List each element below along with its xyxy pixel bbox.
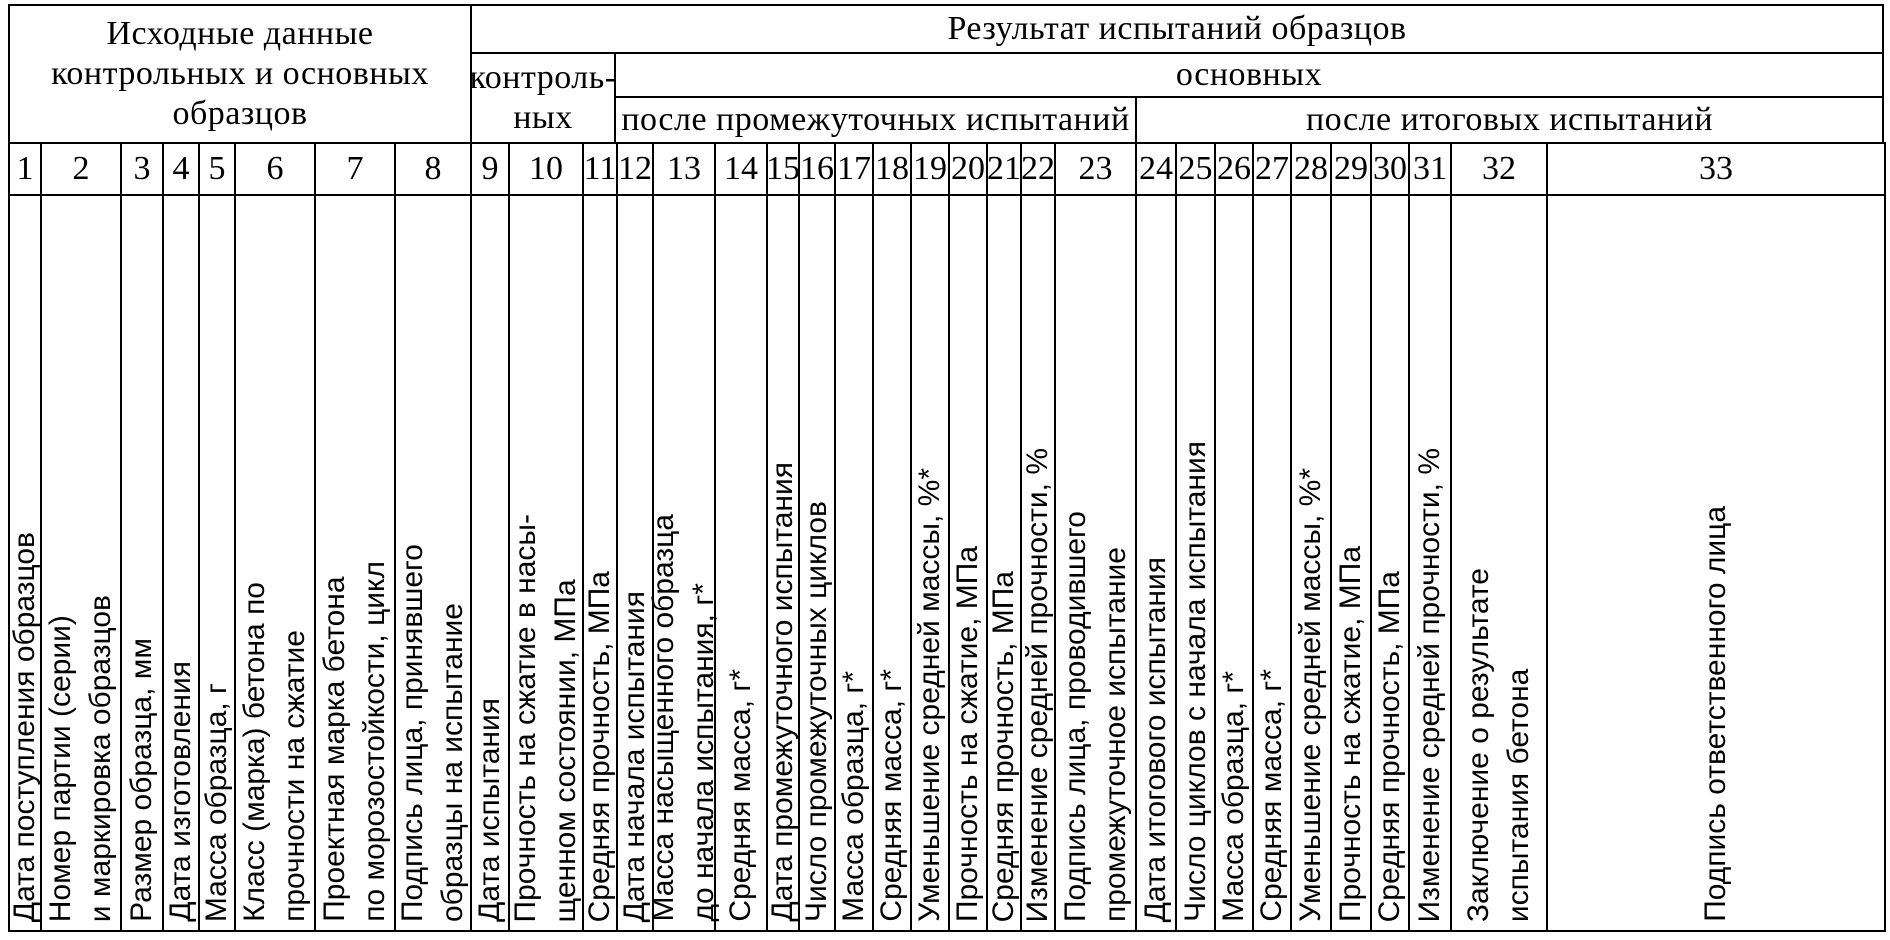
column-number-8 (394, 142, 472, 196)
column-title-text: Уменьшение средней массы, %* (913, 468, 946, 922)
column-title-24 (1135, 194, 1177, 932)
column-number-text: 30 (1373, 150, 1407, 187)
column-title-text: Масса образца, г (200, 682, 233, 922)
column-number-30 (1370, 142, 1410, 196)
column-number-29 (1330, 142, 1372, 196)
column-title-25 (1175, 194, 1216, 932)
column-number-text: 18 (875, 150, 909, 187)
column-number-6 (234, 142, 316, 196)
column-number-text: 15 (766, 150, 800, 187)
column-number-16 (798, 142, 836, 196)
column-title-text: Прочность на сжатие в насы- щенном состоянии, МПа (509, 513, 582, 922)
column-title-text: Число промежуточных циклов (800, 501, 833, 922)
column-title-text: Прочность на сжатие, МПа (951, 546, 984, 922)
column-title-33 (1546, 194, 1886, 932)
column-number-text: 24 (1139, 150, 1173, 187)
column-number-text: 13 (667, 150, 701, 187)
header-test-results (470, 4, 1884, 54)
column-title-10 (508, 194, 584, 932)
column-number-text: 22 (1021, 150, 1055, 187)
column-title-text: Изменение средней прочности, % (1413, 447, 1446, 922)
header-test-results-text: Результат испытаний образцов (947, 10, 1407, 47)
column-title-27 (1252, 194, 1292, 932)
column-title-16 (798, 194, 836, 932)
header-source-data (8, 4, 472, 144)
column-title-text: Дата поступления образцов (8, 531, 41, 922)
column-title-15 (766, 194, 800, 932)
column-title-28 (1290, 194, 1332, 932)
column-title-1 (8, 194, 42, 932)
column-number-text: 14 (724, 150, 758, 187)
column-title-14 (714, 194, 768, 932)
column-title-text: Подпись лица, проводившего промежуточное испытание (1058, 510, 1132, 922)
column-title-7 (314, 194, 396, 932)
column-title-text: Средняя прочность, МПа (1373, 570, 1406, 922)
column-title-text: Класс (марка) бетона по прочности на сжатие (238, 582, 311, 922)
column-title-2 (40, 194, 122, 932)
column-number-text: 3 (133, 150, 151, 187)
column-number-text: 33 (1699, 150, 1733, 187)
column-number-text: 8 (424, 150, 442, 187)
column-number-text: 28 (1294, 150, 1328, 187)
column-title-23 (1054, 194, 1137, 932)
header-control (470, 52, 616, 144)
column-number-13 (652, 142, 716, 196)
column-number-20 (948, 142, 988, 196)
column-title-text: Дата изготовления (164, 661, 197, 922)
column-title-text: Масса образца, г* (1217, 671, 1250, 922)
column-title-29 (1330, 194, 1372, 932)
column-number-21 (986, 142, 1022, 196)
column-title-text: Размер образца, мм (125, 638, 158, 922)
column-number-33 (1546, 142, 1886, 196)
column-number-text: 2 (72, 150, 90, 187)
column-number-32 (1450, 142, 1548, 196)
column-title-9 (470, 194, 510, 932)
column-title-17 (834, 194, 874, 932)
column-number-24 (1135, 142, 1177, 196)
column-number-text: 9 (481, 150, 499, 187)
column-number-2 (40, 142, 122, 196)
column-number-28 (1290, 142, 1332, 196)
column-number-3 (120, 142, 164, 196)
column-title-text: Число циклов с начала испытания (1178, 441, 1212, 922)
column-title-text: Подпись лица, принявшего образцы на испытание (396, 543, 469, 922)
column-number-9 (470, 142, 510, 196)
column-title-11 (582, 194, 618, 932)
column-number-text: 25 (1178, 150, 1213, 187)
header-after-intermediate (614, 96, 1137, 144)
column-title-20 (948, 194, 988, 932)
column-title-text: Средняя прочность, МПа (583, 570, 616, 922)
column-title-26 (1214, 194, 1254, 932)
column-number-text: 32 (1482, 150, 1516, 187)
column-title-text: Изменение средней прочности, % (1021, 447, 1054, 922)
column-number-12 (616, 142, 654, 196)
column-number-text: 11 (583, 150, 617, 187)
column-title-text: Дата начала испытания (618, 590, 651, 922)
column-number-26 (1214, 142, 1254, 196)
column-title-text: Подпись ответственного лица (1699, 506, 1732, 922)
column-title-text: Масса образца, г* (837, 671, 870, 922)
column-number-text: 27 (1255, 150, 1289, 187)
column-number-15 (766, 142, 800, 196)
column-title-text: Заключение о результате испытания бетона (1462, 567, 1535, 922)
column-number-5 (198, 142, 236, 196)
column-title-6 (234, 194, 316, 932)
column-number-22 (1020, 142, 1056, 196)
column-title-text: Проектная марка бетона по морозостойкости, цикл (318, 561, 391, 922)
column-title-18 (872, 194, 912, 932)
column-number-text: 16 (800, 150, 834, 187)
header-after-intermediate-text: после промежуточных испытаний (621, 101, 1130, 138)
column-title-text: Прочность на сжатие, МПа (1334, 546, 1367, 922)
column-number-14 (714, 142, 768, 196)
column-number-text: 7 (346, 150, 364, 187)
column-number-text: 29 (1334, 150, 1368, 187)
column-number-31 (1408, 142, 1452, 196)
column-number-17 (834, 142, 874, 196)
column-number-11 (582, 142, 618, 196)
header-main-text: основных (1175, 56, 1323, 93)
column-number-text: 5 (208, 150, 226, 187)
column-number-text: 31 (1413, 150, 1447, 187)
column-title-text: Уменьшение средней массы, %* (1294, 468, 1327, 922)
column-number-23 (1054, 142, 1137, 196)
column-title-text: Средняя масса, г* (875, 669, 908, 922)
column-title-text: Средняя масса, г* (724, 669, 757, 922)
column-number-text: 20 (951, 150, 985, 187)
column-number-text: 12 (618, 150, 652, 187)
column-title-31 (1408, 194, 1452, 932)
column-number-text: 6 (266, 150, 284, 187)
column-title-text: Дата итогового испытания (1139, 556, 1172, 922)
column-title-22 (1020, 194, 1056, 932)
column-number-text: 23 (1078, 150, 1113, 187)
column-title-21 (986, 194, 1022, 932)
column-number-text: 17 (837, 150, 871, 187)
column-title-text: Средняя масса, г* (1255, 669, 1288, 922)
column-number-text: 4 (172, 150, 190, 187)
column-title-text: Масса насыщенного образца до начала испытания, г* (647, 514, 720, 922)
header-after-final (1135, 96, 1884, 144)
column-title-30 (1370, 194, 1410, 932)
column-number-text: 26 (1217, 150, 1251, 187)
column-title-8 (394, 194, 472, 932)
column-number-25 (1175, 142, 1216, 196)
column-title-4 (162, 194, 200, 932)
header-source-data-text: Исходные данные контрольных и основных образцов (51, 15, 429, 132)
column-title-5 (198, 194, 236, 932)
column-title-32 (1450, 194, 1548, 932)
header-main (614, 52, 1884, 98)
column-title-text: Средняя прочность, МПа (987, 570, 1020, 922)
column-title-text: Дата промежуточного испытания (766, 462, 799, 922)
column-title-3 (120, 194, 164, 932)
header-after-final-text: после итоговых испытаний (1305, 101, 1714, 138)
column-title-text: Номер партии (серии) и маркировка образцов (44, 594, 117, 922)
column-number-7 (314, 142, 396, 196)
column-number-10 (508, 142, 584, 196)
column-number-text: 19 (913, 150, 947, 187)
column-number-text: 10 (529, 150, 563, 187)
column-number-4 (162, 142, 200, 196)
column-number-27 (1252, 142, 1292, 196)
column-title-19 (910, 194, 950, 932)
column-number-1 (8, 142, 42, 196)
column-number-19 (910, 142, 950, 196)
column-number-text: 21 (987, 150, 1021, 187)
header-control-text: контроль-ных (469, 59, 617, 136)
column-number-18 (872, 142, 912, 196)
column-title-13 (647, 194, 720, 932)
column-title-text: Дата испытания (473, 698, 506, 922)
column-number-text: 1 (16, 150, 34, 187)
